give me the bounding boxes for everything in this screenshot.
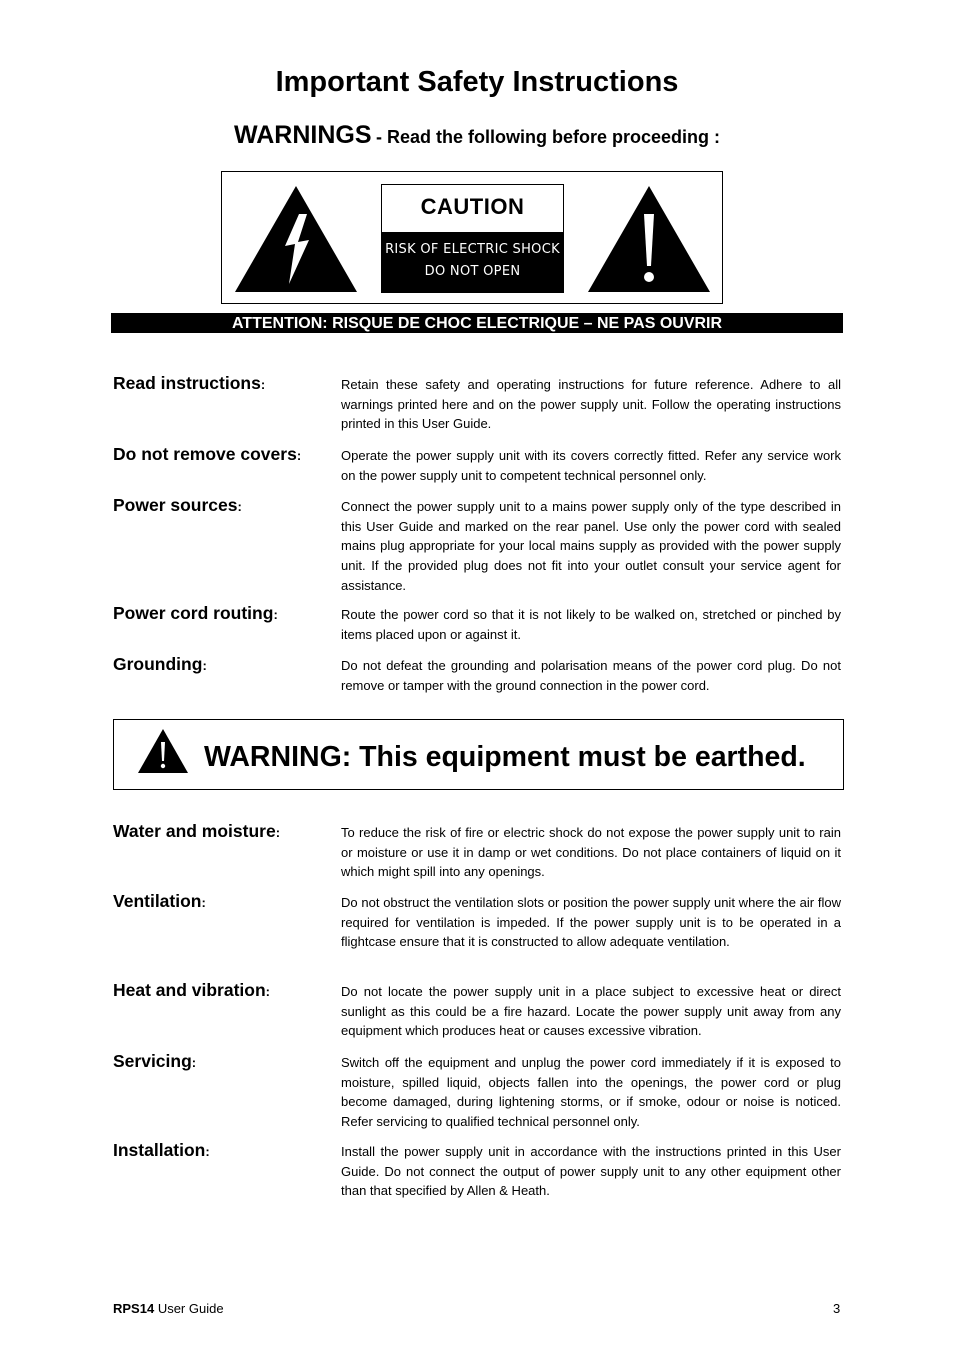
- caution-line-1: RISK OF ELECTRIC SHOCK: [385, 242, 560, 257]
- page-number: 3: [833, 1301, 841, 1316]
- earthing-warning-text: WARNING: This equipment must be earthed.: [204, 741, 806, 773]
- item-label-water-and-moisture: Water and moisture:: [113, 821, 281, 841]
- caution-panel: [221, 171, 723, 304]
- attention-banner: ATTENTION: RISQUE DE CHOC ELECTRIQUE – NE PAS OUVRIR: [111, 313, 843, 333]
- warnings-label: WARNINGS: [234, 121, 372, 149]
- lightning-warning-icon: [233, 184, 359, 294]
- warnings-subtitle: - Read the following before proceeding :: [375, 127, 720, 147]
- warning-triangle-icon: [137, 728, 189, 774]
- caution-line-2: DO NOT OPEN: [424, 264, 521, 279]
- item-label-grounding: Grounding:: [113, 654, 207, 674]
- item-text-ventilation: Do not obstruct the ventilation slots or position the power supply unit where the air flow required for ventilation is impeded. If the power supply unit is to be operated in a flightcase ensure that it is constructed to allow adequate ventilation.: [341, 895, 841, 950]
- caution-subtext: [382, 232, 563, 292]
- caution-title: CAUTION: [420, 194, 525, 219]
- footer-guide: User Guide: [154, 1301, 224, 1316]
- item-label-ventilation: Ventilation:: [113, 891, 206, 911]
- item-label-installation: Installation:: [113, 1140, 210, 1160]
- item-text-installation: Install the power supply unit in accordance with the instructions printed in this User Guide. Do not connect the output of power supply unit to any other equipment other than that specified by Allen & Heath.: [341, 1144, 841, 1199]
- item-label-power-cord-routing: Power cord routing:: [113, 603, 278, 623]
- item-text-do-not-remove-covers: Operate the power supply unit with its covers correctly fitted. Refer any service work on the power supply unit to competent technical personnel only.: [341, 448, 841, 483]
- earthing-warning-box: [113, 719, 844, 790]
- page-title: Important Safety Instructions: [275, 66, 679, 98]
- footer-title: [113, 1301, 224, 1316]
- item-text-water-and-moisture: To reduce the risk of fire or electric shock do not expose the power supply unit to rain or moisture or use it in damp or wet conditions. Do not place containers of liquid on it which might spill into any openings.: [341, 825, 841, 880]
- item-label-read-instructions: Read instructions:: [113, 373, 266, 393]
- item-label-servicing: Servicing:: [113, 1051, 197, 1071]
- item-label-heat-and-vibration: Heat and vibration:: [113, 980, 271, 1000]
- item-text-heat-and-vibration: Do not locate the power supply unit in a place subject to excessive heat or direct sunlight as this could be a fire hazard. Locate the power supply unit away from any equipment which produces heat or causes excessive vibration.: [341, 984, 841, 1039]
- item-label-power-sources: Power sources:: [113, 495, 242, 515]
- item-text-power-sources: Connect the power supply unit to a mains power supply only of the type described in this User Guide and marked on the rear panel. Use only the power cord with sealed mains plug appropriate for your local mains supply as provided with the power supply unit. If the provided plug does not fit into your outlet consult your service agent for assistance.: [341, 499, 841, 593]
- item-text-power-cord-routing: Route the power cord so that it is not likely to be walked on, stretched or pinched by items placed upon or against it.: [341, 607, 841, 642]
- caution-label: [381, 184, 564, 293]
- item-text-read-instructions: Retain these safety and operating instructions for future reference. Adhere to all warnings printed here and on the power supply unit. Follow the operating instructions printed in this User Guide.: [341, 377, 841, 432]
- footer-model: RPS14: [113, 1301, 155, 1316]
- item-text-servicing: Switch off the equipment and unplug the power cord immediately if it is exposed to moisture, spilled liquid, objects fallen into the openings, the power cord or plug become damaged, during lightening storms, or if smoke, odour or noise is noticed. Refer servicing to qualified technical personnel only.: [341, 1055, 841, 1130]
- warnings-heading: [0, 121, 954, 150]
- exclamation-warning-icon: [586, 184, 712, 294]
- item-label-do-not-remove-covers: Do not remove covers:: [113, 444, 302, 464]
- item-text-grounding: Do not defeat the grounding and polarisation means of the power cord plug. Do not remove or tamper with the ground connection in the power cord.: [341, 658, 841, 693]
